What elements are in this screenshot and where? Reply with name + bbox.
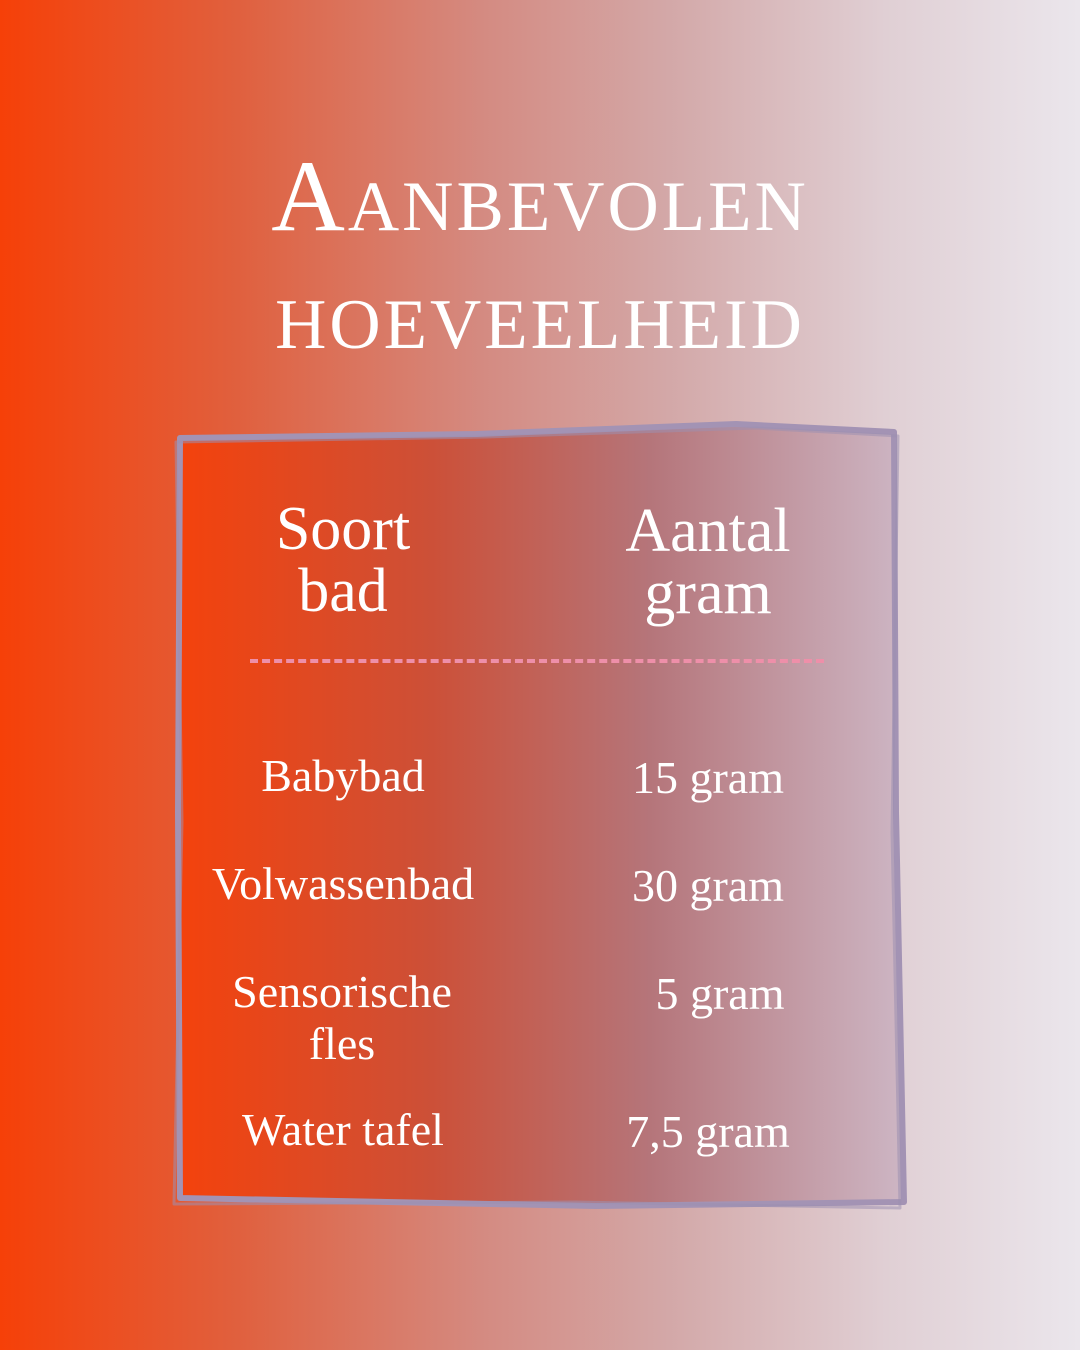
page-title xyxy=(0,138,1080,374)
table-row-type: Babybad xyxy=(261,750,425,801)
header-aantal-gram: Aantal gram xyxy=(625,497,791,627)
title-line-2: hoeveelheid xyxy=(275,258,805,371)
table-row-type: Water tafel xyxy=(242,1104,444,1155)
dashed-divider xyxy=(250,659,824,663)
table-row-amount: 15 gram xyxy=(631,752,784,803)
title-line-1: Aanbevolen xyxy=(271,140,809,253)
table-row-amount: 30 gram xyxy=(631,860,784,911)
table-row-type: Sensorische fles xyxy=(232,966,452,1069)
table-row-amount: 7,5 gram xyxy=(626,1106,790,1157)
table-row-amount: 5 gram xyxy=(655,968,785,1019)
table-row-type: Volwassenbad xyxy=(211,858,475,909)
header-soort-bad: Soort bad xyxy=(275,495,411,625)
